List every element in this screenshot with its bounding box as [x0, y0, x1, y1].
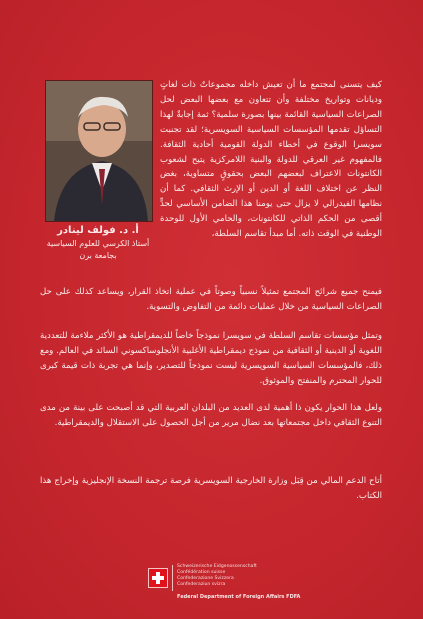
paragraph-funding: أتاح الدعم المالي من قِبَل وزارة الخارجية السويسرية فرصة ترجمة النسخة الإنجليزية وإخراج هذا الكتاب.	[40, 476, 382, 501]
logo-divider	[172, 565, 173, 591]
author-title: أستاذ الكرسي للعلوم السياسية بجامعة برن	[46, 239, 150, 260]
department-name: Federal Department of Foreign Affairs FDFA	[177, 594, 301, 600]
confederation-name-fr: Confédération suisse	[177, 570, 226, 575]
author-photo	[45, 80, 153, 222]
paragraph-model: وتمثل مؤسسات تقاسم السلطة في سويسرا نموذجاً خاصاً للديمقراطية هو الأكثر ملاءمة للتعددية اللغوية أو الدينية أو الثقافية من نموذج ديمقراطية الأغلبية الأنجلوساكسوني السائد في العالم. ومع ذلك، فالمؤسسات السياسية السويسرية ليست نموذجاً للتصدير، وإنما هي تجربة ذات قيمة كبرى للحوار المحترم والمنفتح والموثوق.	[40, 331, 382, 386]
confederation-name-de: Schweizerische Eidgenossenschaft	[177, 564, 257, 569]
author-portrait-image	[46, 81, 152, 221]
confederation-names	[177, 564, 257, 588]
swiss-flag-icon	[148, 568, 168, 588]
confederation-name-it: Confederazione Svizzera	[177, 576, 234, 581]
author-caption	[42, 224, 154, 262]
fdfa-logo	[148, 563, 308, 603]
confederation-name-rm: Confederaziun svizra	[177, 582, 226, 587]
author-name: أ. د. فولف لينادر	[57, 225, 139, 236]
paragraph-dialogue: ولعل هذا الحوار يكون ذا أهمية لدى العديد من البلدان العربية التي قد أصبحت على بينة من مدى التنوع الثقافي داخل مجتمعاتها بعد نضال مرير من أجل الحصول على الاستقلال والديمقراطية.	[40, 403, 382, 428]
paragraph-power-sharing: فيمنح جميع شرائح المجتمع تمثيلاً نسبياً وصوتاً في عملية اتخاذ القرار، ويساعد كذلك على حل الصراعات السياسية من خلال عمليات دائمة من التفاوض والتسوية.	[40, 287, 382, 312]
paragraph-intro: كيف يتسنى لمجتمع ما أن تعيش داخله مجموعاتٌ ذات لغاتٍ وديانات وتواريخ مختلفة وأن تتعاون مع بعضها البعض لحل الصراعات السياسية القائمة بينها بصورة سلمية؟ ثمة إجابةٌ لهذا التساؤل تقدمها المؤسسات السياسية السويسرية؛ لقد تجنبت سويسرا الوقوع في أخطاء الدولة القومية أحادية الثقافة. فالمفهوم غير العرقي للدولة والبنية اللامركزية يتيح لشعوب الكانتونات الاعتراف لبعضهم البعض بحقوقٍ متساوية، بغض النظر عن اختلاف اللغة أو الدين أو الإرث الثقافي. كما أن نظامها الفيدرالي لا يزال حتى يومنا هذا الضامن الأساسي لحدٍّ أقصى من الحكم الذاتي للكانتونات، والحامي الأول للوحدة الوطنية في الوقت ذاته. أما مبدأ تقاسم السلطة،	[160, 80, 382, 240]
